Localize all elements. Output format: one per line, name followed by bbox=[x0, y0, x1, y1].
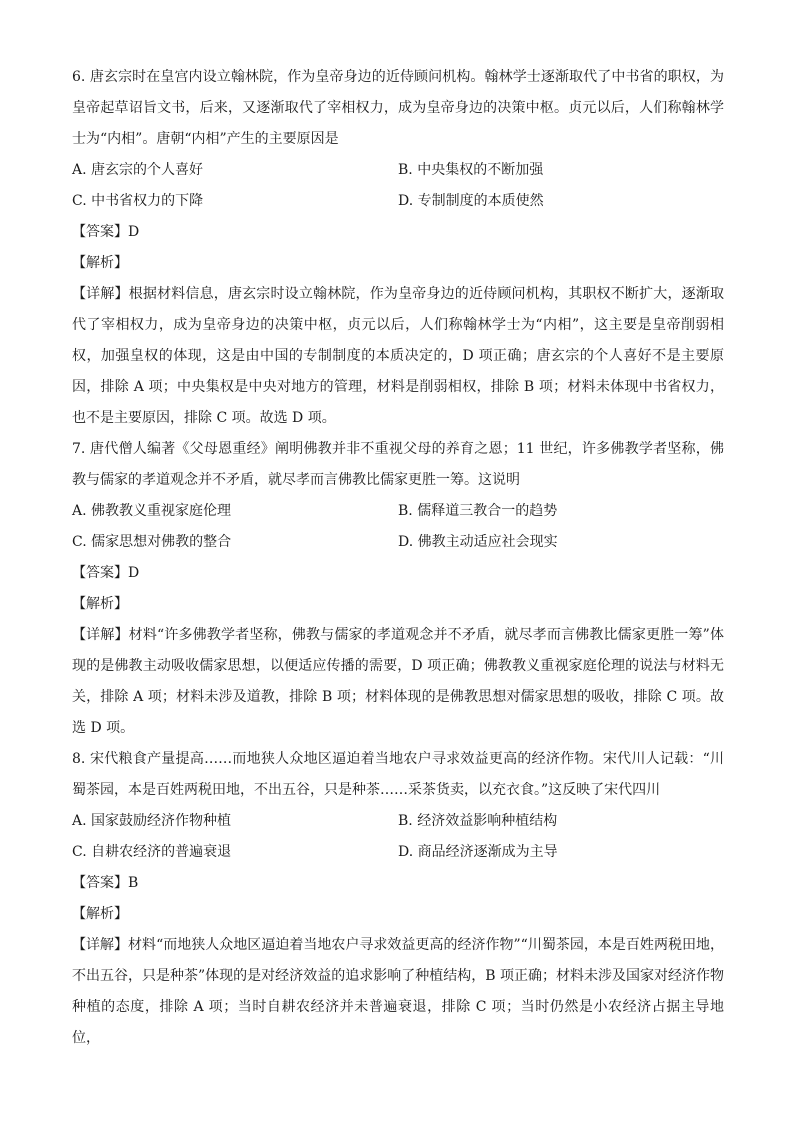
option-b: B. 经济效益影响种植结构 bbox=[398, 813, 558, 829]
option-a: A. 佛教教义重视家庭伦理 bbox=[72, 503, 232, 519]
option-d: D. 佛教主动适应社会现实 bbox=[398, 534, 558, 550]
options-row bbox=[72, 155, 724, 186]
option-c: C. 中书省权力的下降 bbox=[72, 193, 204, 209]
question-6 bbox=[72, 62, 724, 434]
options-row bbox=[72, 527, 724, 558]
options-row bbox=[72, 496, 724, 527]
detailed-explanation: 【详解】材料“而地狭人众地区逼迫着当地农户寻求效益更高的经济作物”“川蜀茶园，本是百姓两税田地，不出五谷，只是种茶”体现的是对经济效益的追求影响了种植结构，B 项正确；材料未涉及国家对经济作物种植的态度，排除 A 项；当时自耕农经济并未普遍衰退，排除 C 项；当时仍然是小农经济占据主导地位， bbox=[72, 937, 724, 1046]
detailed-explanation: 【详解】材料“许多佛教学者坚称，佛教与儒家的孝道观念并不矛盾，就尽孝而言佛教比儒家更胜一筹”体现的是佛教主动吸收儒家思想，以便适应传播的需要，D 项正确；佛教教义重视家庭伦理的说法与材料无关，排除 A 项；材料未涉及道教，排除 B 项；材料体现的是佛教思想对儒家思想的吸收，排除 C 项。故选 D 项。 bbox=[72, 627, 724, 736]
analysis-label: 【解析】 bbox=[72, 906, 128, 922]
option-c: C. 自耕农经济的普遍衰退 bbox=[72, 844, 232, 860]
option-a: A. 唐玄宗的个人喜好 bbox=[72, 162, 204, 178]
question-stem: 7. 唐代僧人编著《父母恩重经》阐明佛教并非不重视父母的养育之恩；11 世纪，许多佛教学者坚称，佛教与儒家的孝道观念并不矛盾，就尽孝而言佛教比儒家更胜一筹。这说明 bbox=[72, 441, 724, 488]
option-a: A. 国家鼓励经济作物种植 bbox=[72, 813, 232, 829]
option-d: D. 专制制度的本质使然 bbox=[398, 193, 544, 209]
option-d: D. 商品经济逐渐成为主导 bbox=[398, 844, 558, 860]
answer: 【答案】D bbox=[72, 224, 140, 240]
options-row bbox=[72, 186, 724, 217]
document-page bbox=[72, 62, 724, 1054]
answer: 【答案】B bbox=[72, 875, 139, 891]
options-row bbox=[72, 837, 724, 868]
options-row bbox=[72, 806, 724, 837]
question-7 bbox=[72, 434, 724, 744]
analysis-label: 【解析】 bbox=[72, 596, 128, 612]
analysis-label: 【解析】 bbox=[72, 255, 128, 271]
detailed-explanation: 【详解】根据材料信息，唐玄宗时设立翰林院，作为皇帝身边的近侍顾问机构，其职权不断扩大，逐渐取代了宰相权力，成为皇帝身边的决策中枢，贞元以后，人们称翰林学士为“内相”，这主要是皇帝削弱相权，加强皇权的体现，这是由中国的专制制度的本质决定的，D 项正确；唐玄宗的个人喜好不是主要原因，排除 A 项；中央集权是中央对地方的管理，材料是削弱相权，排除 B 项；材料未体现中书省权力，也不是主要原因，排除 C 项。故选 D 项。 bbox=[72, 286, 724, 426]
option-b: B. 中央集权的不断加强 bbox=[398, 162, 544, 178]
answer: 【答案】D bbox=[72, 565, 140, 581]
question-stem: 8. 宋代粮食产量提高……而地狭人众地区逼迫着当地农户寻求效益更高的经济作物。宋代川人记载：“川蜀茶园，本是百姓两税田地，不出五谷，只是种茶……采茶货卖，以充衣食。”这反映了宋代四川 bbox=[72, 751, 724, 798]
option-b: B. 儒释道三教合一的趋势 bbox=[398, 503, 558, 519]
question-stem: 6. 唐玄宗时在皇宫内设立翰林院，作为皇帝身边的近侍顾问机构。翰林学士逐渐取代了中书省的职权，为皇帝起草诏旨文书，后来，又逐渐取代了宰相权力，成为皇帝身边的决策中枢。贞元以后，人们称翰林学士为“内相”。唐朝“内相”产生的主要原因是 bbox=[72, 69, 724, 147]
question-8 bbox=[72, 744, 724, 1054]
option-c: C. 儒家思想对佛教的整合 bbox=[72, 534, 232, 550]
